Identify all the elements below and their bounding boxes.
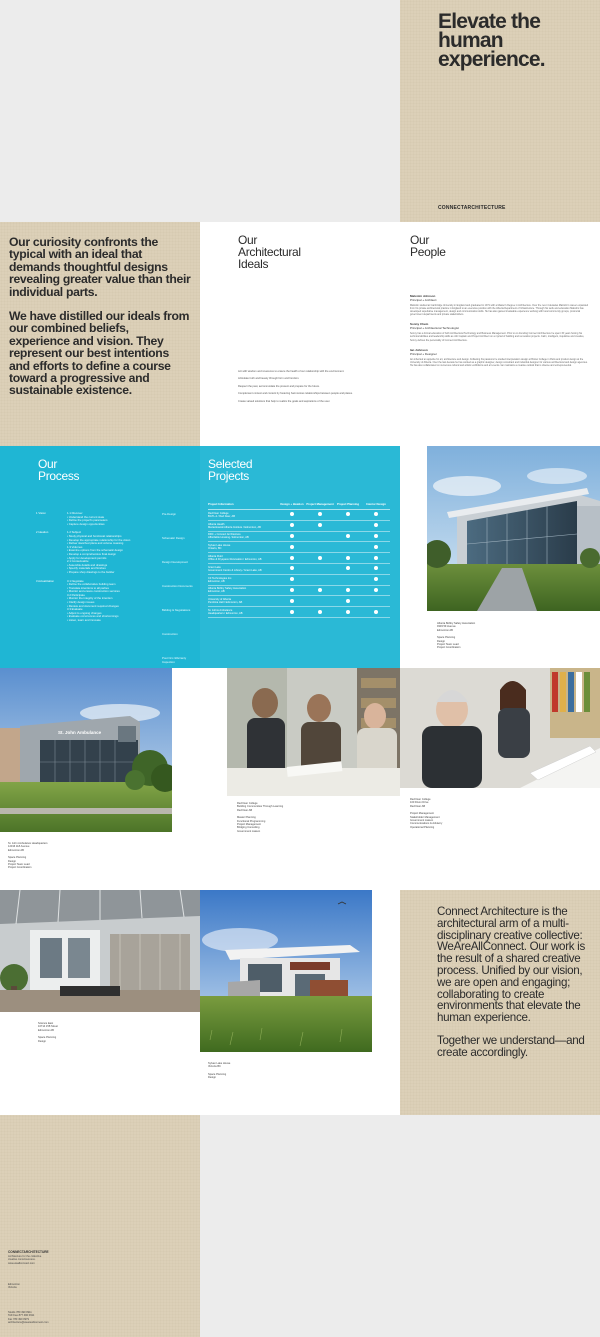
service-line: Communications & Advisory	[410, 822, 443, 826]
service-cell	[334, 556, 362, 561]
service-dot-icon	[346, 512, 350, 516]
meeting-page-2	[400, 668, 600, 890]
process-step-item: 3.3 Evaluate	[67, 607, 83, 612]
service-line: Design	[38, 1039, 47, 1043]
project-info-cell	[208, 598, 278, 604]
project-location: Edmonton, AB	[208, 579, 225, 583]
service-dot-icon	[290, 556, 294, 560]
process-step-item: • Understand the current state	[67, 514, 105, 519]
table-row	[208, 542, 390, 553]
process-step-item: 2.1 Contextualize	[67, 559, 89, 564]
ideal-item: Create valued solutions that help to realize the goals and aspirations of the user.	[238, 399, 331, 403]
caption-line: Red Deer AB	[410, 804, 426, 808]
ideal-item: Articulate truth and beauty through form and function.	[238, 377, 300, 381]
process-side-label: Construction	[162, 632, 178, 636]
service-cell	[278, 512, 306, 517]
service-cell	[278, 556, 306, 561]
process-side-label: Pre-Design	[162, 512, 176, 516]
service-cell	[334, 534, 362, 539]
tagline-line: Architecture for the collective	[8, 1255, 42, 1258]
service-cell	[362, 566, 390, 571]
service-cell	[362, 588, 390, 593]
tagline-line: creative consciousness.	[8, 1258, 36, 1262]
service-dot-icon	[290, 523, 294, 527]
project-name: Alberta Bobby Safety Association	[208, 587, 247, 591]
service-line: Project Coordination	[8, 866, 32, 870]
connect-paragraph-1: Connect Architecture is the architectural arm of a multi-disciplinary creative collective: WeAreAllConnect. Our work is the result of a shared creative process. Unified by our vision, we are open and engaging; collaborating to create environments that elevate the human experience.	[437, 905, 585, 1025]
project-info-cell	[208, 555, 278, 561]
caption-line: Building Communities Through Learning	[237, 805, 284, 809]
service-dot-icon	[374, 556, 378, 560]
service-line: Design	[8, 859, 17, 863]
service-dot-icon	[290, 545, 294, 549]
column-header: Design + Ideation	[280, 502, 304, 506]
service-cell	[334, 610, 362, 615]
project-info-cell	[208, 566, 278, 572]
process-step-item: • Prepare shop drawings to the builder	[67, 569, 115, 574]
people-bios	[410, 294, 590, 373]
service-cell	[278, 577, 306, 582]
service-line: Project Management	[410, 812, 434, 816]
service-cell	[362, 545, 390, 550]
service-dot-icon	[374, 577, 378, 581]
project-location: Pembina Hall / Edmonton, AB	[208, 601, 243, 605]
service-cell	[362, 534, 390, 539]
back-contact	[8, 1311, 98, 1324]
process-step-item: • Specify materials and finishes	[67, 566, 106, 571]
person-bio: Sonny has a formal education of both Architectural Technology and Business Management. Prior to co-founding Connect Architecture he spent 15 years honing his technical abilities and leadership skills as Job Captain and Project Architect on a myriad of building and renovation projects. Calm, intelligent, inquisitive and creative, Sonny defines the personality of Connect Architecture.	[410, 332, 585, 342]
st-john-ambulance-page	[0, 668, 200, 890]
process-step-item: • Develop a comprehensive final design	[67, 551, 117, 556]
person-name: Sonny Chem	[410, 322, 429, 327]
house-rendering	[200, 890, 372, 1052]
service-cell	[306, 512, 334, 517]
service-cell	[278, 545, 306, 550]
glass-building-caption	[437, 622, 587, 650]
project-location: Affordable Housing / Edmonton, AB	[208, 536, 249, 540]
column-header: Project Planning	[336, 502, 360, 506]
table-row	[208, 607, 390, 618]
meeting-caption-2	[410, 798, 560, 829]
caption-line: 10714 158 Street	[38, 1025, 58, 1029]
service-cell	[334, 566, 362, 571]
connect-statement-page	[400, 890, 600, 1115]
project-name: Grant Lake	[208, 565, 221, 569]
service-cell	[362, 523, 390, 528]
project-location: Government Centre & Library / Grant Lake, AB	[208, 568, 262, 572]
cover-blank-page	[0, 0, 400, 222]
st-john-ambulance-caption	[8, 842, 158, 870]
project-name: Alberta Health	[208, 522, 225, 526]
ideal-item: Act with wisdom and reverence to ensure the health of our relationship with the environment.	[238, 370, 345, 373]
project-info-cell	[208, 533, 278, 539]
process-step-item: • Capture design opportunities	[67, 521, 105, 526]
service-dot-icon	[318, 556, 322, 560]
curiosity-paragraph-2: We have distilled our ideals from our combined beliefs, experience and vision. They represent our best intentions and efforts to define a course toward a progressive and sustainable existence.	[9, 309, 190, 398]
service-cell	[306, 556, 334, 561]
service-line: Functional Programming	[237, 819, 266, 823]
website-link[interactable]: www.weallconnect.com	[8, 1261, 35, 1265]
caption-line: Edmonton AB	[38, 1028, 54, 1032]
service-dot-icon	[290, 534, 294, 538]
table-row	[208, 532, 390, 543]
service-dot-icon	[374, 534, 378, 538]
process-phase: 1 Vision	[36, 511, 46, 515]
service-line: Bridging Consulting	[237, 826, 260, 830]
person-role: Principal + Architectural Technologist	[410, 326, 459, 331]
back-blank-area	[200, 1115, 600, 1337]
column-header: Interior Design	[366, 502, 386, 506]
service-dot-icon	[290, 577, 294, 581]
service-dot-icon	[346, 588, 350, 592]
process-step-item: • Assemble details and drawings	[67, 562, 108, 567]
process-side-label: Post Occ./Warranty Inspection	[162, 656, 187, 664]
service-dot-icon	[374, 512, 378, 516]
process-step-item: • Study physical and functional relationships	[67, 533, 122, 538]
process-side-label: Schematic Design	[162, 536, 185, 540]
project-info-cell	[208, 609, 278, 615]
back-cover	[0, 1115, 200, 1337]
phone-line: Studio 780 490 0911	[8, 1311, 32, 1314]
project-info-cell	[208, 587, 278, 593]
process-title: Our Process	[38, 457, 80, 483]
service-cell	[362, 512, 390, 517]
people-page	[400, 222, 600, 446]
caption-line: Sylvan Lake House	[208, 1062, 231, 1065]
process-step-item: • Translate intentions to all parties	[67, 585, 109, 590]
service-cell	[306, 588, 334, 593]
curiosity-statement-page	[0, 222, 200, 446]
person-role: Principal + Architect	[410, 298, 437, 302]
service-dot-icon	[374, 610, 378, 614]
table-row	[208, 521, 390, 532]
interior-page	[0, 890, 200, 1115]
project-location: BGTL-2 / Red Deer, AB	[208, 514, 235, 518]
process-step-item: 3.2 Participate	[67, 592, 85, 597]
caption-line: Victoria BC	[208, 1065, 221, 1069]
service-line: Operational Planning	[410, 825, 435, 829]
table-row	[208, 596, 390, 607]
building-sign: St. John Ambulance	[58, 730, 102, 735]
service-dot-icon	[374, 566, 378, 570]
house-caption	[208, 1062, 358, 1080]
service-cell	[278, 610, 306, 615]
ideal-item: Complement context and content by fostering harmonious relationships between people and places.	[238, 392, 353, 396]
service-cell	[278, 534, 306, 539]
service-line: Space Planning	[437, 636, 456, 640]
service-dot-icon	[318, 610, 322, 614]
person-name: Malcolm Johnson	[410, 294, 436, 298]
process-step-item: • Review and document required changes	[67, 603, 119, 608]
service-line: Master Planning	[237, 816, 256, 820]
service-line: Space Planning	[38, 1036, 57, 1040]
process-step-item: 3.1 Negotiate	[67, 578, 84, 583]
service-dot-icon	[346, 556, 350, 560]
service-line: Stakeholder Management	[410, 815, 440, 819]
column-header: Project Management	[306, 502, 334, 506]
service-dot-icon	[374, 588, 378, 592]
project-name: C3 Technologies Inc.	[208, 576, 233, 580]
service-dot-icon	[290, 599, 294, 603]
process-step-item: • Listen, learn and innovate	[67, 618, 101, 623]
meeting-photo-1	[227, 668, 400, 796]
caption-line: Red Deer College	[410, 798, 431, 801]
caption-line: 12016 118 Avenue	[8, 845, 30, 849]
caption-line: St. John Ambulance Headquarters	[8, 842, 48, 845]
project-name: DRC + Connect Architecture	[208, 533, 241, 537]
process-step-item: • Deliver sketched plans and volume massing	[67, 541, 124, 546]
city-line: Victoria	[8, 1286, 17, 1290]
service-line: Design	[437, 639, 446, 643]
column-header: Project Information	[208, 502, 234, 506]
curiosity-paragraph-1: Our curiosity confronts the typical with an ideal that demands thoughtful designs revealing greater value than their individual parts.	[9, 235, 191, 299]
service-line: Project Coordination	[437, 646, 461, 650]
project-location: Edmonton, AB	[208, 590, 225, 594]
caption-line: Edmonton AB	[8, 848, 24, 852]
project-info-cell	[208, 544, 278, 550]
service-cell	[278, 588, 306, 593]
projects-table-body	[208, 510, 390, 618]
project-name: Alberta Fluid	[208, 555, 223, 559]
projects-title: Selected Projects	[208, 457, 253, 483]
service-cell	[278, 599, 306, 604]
process-step-item: • Examine options from the schematic design	[67, 548, 123, 553]
service-dot-icon	[374, 523, 378, 527]
ideal-item: Respect the past, accommodate the present and prepare for the future.	[238, 384, 320, 388]
interior-caption	[38, 1022, 188, 1043]
service-cell	[334, 512, 362, 517]
project-name: Red Deer College	[208, 511, 229, 515]
projects-page	[200, 446, 400, 668]
project-name: University of Alberta	[208, 598, 232, 602]
service-dot-icon	[290, 588, 294, 592]
glass-building-page	[400, 446, 600, 668]
process-step-item: 1.2 Subject	[67, 530, 81, 535]
caption-line: Science East	[38, 1022, 54, 1025]
cover-brand: CONNECTARCHITECTURE	[438, 205, 506, 211]
ideals-list	[238, 370, 368, 407]
caption-line: Alberta Bobby Safety Association	[437, 622, 476, 625]
city-line: Edmonton	[8, 1283, 20, 1286]
meeting-caption-1	[237, 802, 387, 833]
process-phase: 3 Actualization	[36, 578, 55, 583]
back-brand: CONNECTARCHITECTURE	[8, 1250, 49, 1254]
project-info-cell	[208, 577, 278, 583]
project-location: Headquarters / Edmonton, AB	[208, 612, 243, 616]
person-role: Principal + Designer	[410, 351, 437, 356]
caption-line: Edmonton AB	[437, 628, 453, 632]
glass-building-photo	[427, 446, 600, 611]
service-cell	[362, 556, 390, 561]
service-cell	[362, 610, 390, 615]
back-tagline	[8, 1255, 88, 1265]
service-dot-icon	[290, 610, 294, 614]
process-phase: 2 Ideation	[36, 530, 49, 535]
service-line: Project Team Lead	[8, 863, 30, 867]
service-cell	[334, 588, 362, 593]
process-step-item: 1.3 Volumes	[67, 544, 83, 549]
process-step-item: • Monitor and ensure construction services	[67, 589, 120, 594]
service-cell	[278, 523, 306, 528]
process-step-item: • Develop the appropriate relationship for the vision	[67, 537, 131, 542]
service-dot-icon	[346, 610, 350, 614]
caption-line: 9303 59 Avenue	[437, 625, 456, 629]
person-name: Ian Johnson	[410, 347, 428, 352]
phone-line: Toll Free 877 490 0911	[8, 1314, 35, 1318]
back-cities	[8, 1283, 88, 1290]
service-dot-icon	[318, 512, 322, 516]
process-side-label: Construction Documents	[162, 584, 193, 588]
service-dot-icon	[374, 545, 378, 549]
service-dot-icon	[346, 566, 350, 570]
service-line: Space Planning	[208, 1072, 227, 1076]
service-dot-icon	[318, 588, 322, 592]
service-dot-icon	[346, 534, 350, 538]
projects-table	[208, 502, 390, 618]
service-dot-icon	[318, 523, 322, 527]
ideals-page	[200, 222, 400, 446]
email-link[interactable]: architecture@weareallconnect.com	[8, 1320, 49, 1324]
service-line: Government Liaison	[237, 829, 261, 833]
process-step-item: • Evaluate occurrences and shortcomings	[67, 614, 119, 619]
caption-line: 100 Dixon Drive	[410, 801, 429, 805]
service-line: Design	[208, 1076, 217, 1080]
table-row	[208, 586, 390, 597]
ideals-title: Our Architectural Ideals	[238, 233, 301, 271]
process-page	[0, 446, 200, 668]
process-step-item: 1.1 Discover	[67, 511, 83, 515]
house-page	[200, 890, 400, 1115]
meeting-photo-2	[400, 668, 600, 788]
fax-line: Fax 780 490 0979	[8, 1317, 29, 1321]
project-location: Ontario, BC	[208, 547, 222, 551]
process-step-item: • Define the project's parameters	[67, 518, 108, 523]
process-side-labels	[162, 512, 198, 668]
service-cell	[306, 523, 334, 528]
caption-line: Red Deer AB	[237, 808, 253, 812]
project-location: Mazankowski Alberta Institute / Edmonton, AB	[208, 525, 261, 529]
project-location: Office & Dryspace Renovation / Edmonton, AB	[208, 558, 262, 562]
brochure-cover	[400, 0, 600, 222]
process-step-item: • Adjust to ongoing changes	[67, 610, 102, 615]
process-step-item: • Apply for development permits	[67, 555, 107, 560]
person-bio: Ian inherited an appetite for art, architecture and design. Following his passions he studied interpretation design at Brown College in Paris and product design at the University of Alberta. Over the last decade he has worked as a graphic designer, design consultant and industrial designer for various architectural and design agencies. He has also collaborated on numerous cultural and artistic exhibitions and art events. Ian maintains a creative outlook that is diverse and entrepreneurial.	[410, 357, 588, 367]
process-side-label: Bidding & Negotiations	[162, 608, 191, 612]
service-cell	[278, 566, 306, 571]
project-name: St. Johns Ambulance	[208, 609, 233, 613]
table-row	[208, 575, 390, 586]
service-line: Project Management	[237, 823, 261, 827]
service-cell	[334, 599, 362, 604]
connect-paragraph-2: Together we understand—and create accordingly.	[437, 1033, 585, 1059]
caption-line: Red Deer College	[237, 802, 258, 805]
interior-photo	[0, 890, 200, 1012]
cover-title: Elevate the human experience.	[438, 10, 545, 71]
process-step-item: • Monitor the integrity of the intention	[67, 596, 113, 601]
service-cell	[362, 577, 390, 582]
process-step-item: • Clarify design issues	[67, 600, 95, 605]
process-step-item: • Define the collaborative building team	[67, 582, 116, 587]
service-dot-icon	[290, 512, 294, 516]
projects-table-header	[208, 502, 390, 510]
service-cell	[306, 610, 334, 615]
table-row	[208, 510, 390, 521]
person-bio: Malcolm studied at Cambridge University in England and graduated in 1971 with a Master's Degree in Architecture. Over the next 4 decades Malcolm's career expanded from his private architectural practice in England to an executive position with the Alberta Department of Infrastructure. Through his work and education Malcolm has developed superlative management, design and communication skills. He has also gained invaluable experience working with local community groups, provincial government departments and private stakeholders.	[410, 304, 589, 317]
service-line: Project Team Lead	[437, 643, 459, 647]
meeting-page-1	[200, 668, 400, 890]
st-john-ambulance-photo	[0, 668, 172, 832]
table-row	[208, 553, 390, 564]
service-dot-icon	[346, 599, 350, 603]
service-line: Space Planning	[8, 856, 27, 860]
service-dot-icon	[290, 566, 294, 570]
process-side-label: Design Development	[162, 560, 188, 564]
project-info-cell	[208, 523, 278, 529]
people-title: Our People	[410, 233, 446, 259]
table-row	[208, 564, 390, 575]
project-name: Sylvan Lake House	[208, 544, 231, 548]
service-line: Government Liaison	[410, 819, 434, 823]
project-info-cell	[208, 512, 278, 518]
